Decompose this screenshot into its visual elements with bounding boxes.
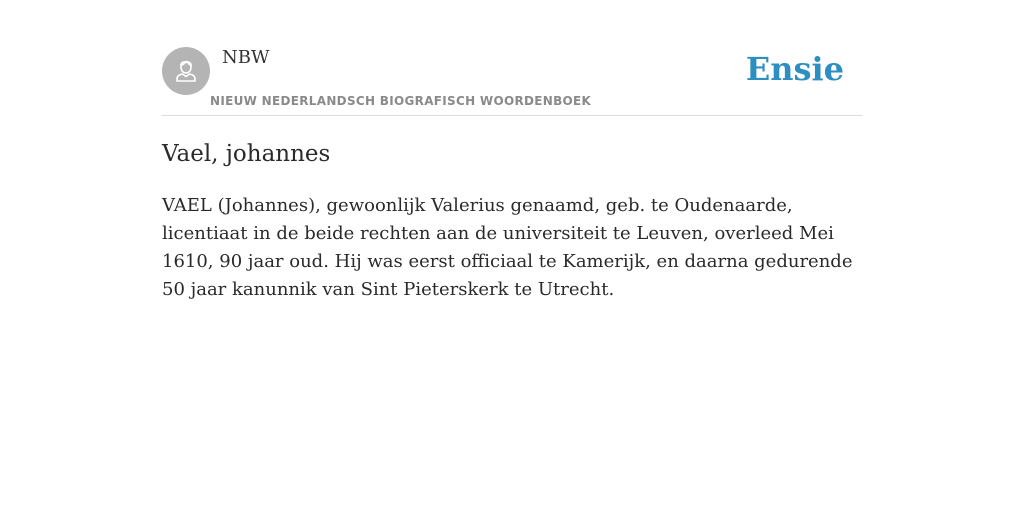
page-title: Vael, johannes [162,141,331,167]
source-name[interactable]: NBW [222,47,270,68]
avatar[interactable] [162,47,210,95]
article-body: VAEL (Johannes), gewoonlijk Valerius genaamd, geb. te Oudenaarde, licentiaat in de beide rechten aan de universiteit te Leuven, overleed Mei 1610, 90 jaar oud. Hij was eerst officiaal te Kamerijk, en daarna gedurende 50 jaar kanunnik van Sint Pieterskerk te Utrecht. [162,195,853,300]
brand-logo[interactable]: Ensie [745,50,844,88]
source-header [162,40,862,116]
source-subtitle: NIEUW NEDERLANDSCH BIOGRAFISCH WOORDENBOEK [210,94,592,108]
user-icon [172,55,200,88]
